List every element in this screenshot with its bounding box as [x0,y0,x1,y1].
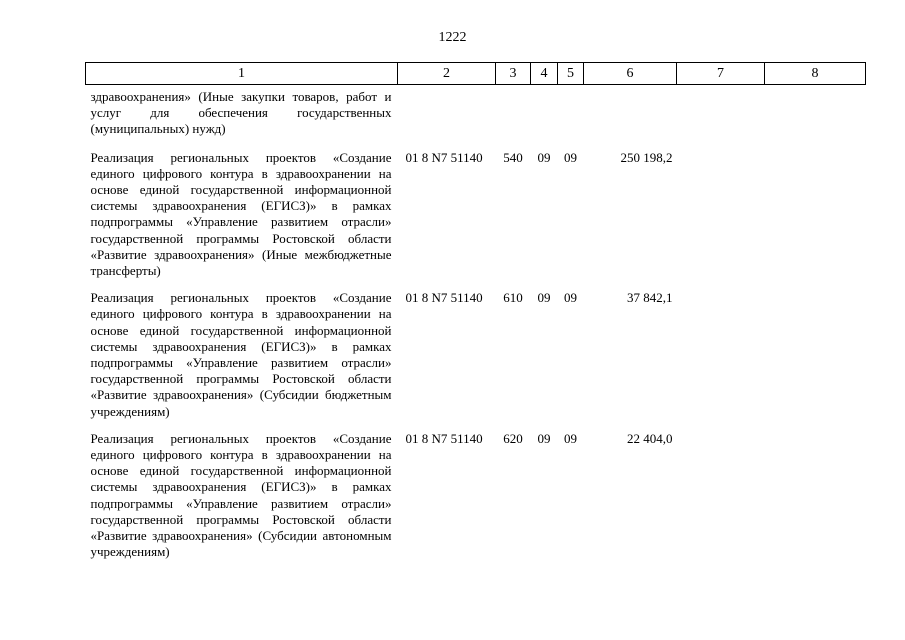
row-amount [584,85,677,150]
column-header-6: 6 [584,63,677,85]
table-row [86,150,866,291]
row-subsection: 09 [564,290,577,306]
page-number: 1222 [438,30,467,45]
row-col8 [765,290,866,431]
row-section [531,85,558,150]
row-expense-type [496,85,531,150]
table-row [86,290,866,431]
column-number-header-row [86,63,866,85]
row-col7 [677,431,765,572]
row-target-code [398,85,496,150]
row-col8 [765,150,866,291]
row-amount: 22 404,0 [627,430,673,446]
row-subsection: 09 [564,149,577,165]
row-target-code: 01 8 N7 51140 [405,149,483,165]
row-subsection [558,85,584,150]
row-target-code: 01 8 N7 51140 [405,430,483,446]
row-col8 [765,431,866,572]
table-row [86,431,866,572]
row-section: 09 [537,149,551,165]
row-name: Реализация региональных проектов «Создание единого цифрового контура в здравоохранении на основе единой государственной информационной системы здравоохранения (ЕГИСЗ)» в рамках подпрограммы «Управление развитием отрасли» государственной программы Ростовской области «Развитие здравоохранения» (Субсидии бюджетным учреждениям) [90,290,392,419]
row-col8 [765,85,866,150]
row-amount: 250 198,2 [620,149,673,165]
column-header-1: 1 [86,63,398,85]
row-section: 09 [537,290,551,306]
column-header-7: 7 [677,63,765,85]
table-row [86,85,866,150]
row-subsection: 09 [564,430,577,446]
row-section: 09 [537,430,551,446]
row-col7 [677,150,765,291]
row-expense-type: 540 [503,149,523,165]
row-name: Реализация региональных проектов «Создание единого цифрового контура в здравоохранении на основе единой государственной информационной системы здравоохранения (ЕГИСЗ)» в рамках подпрограммы «Управление развитием отрасли» государственной программы Ростовской области «Развитие здравоохранения» (Субсидии автономным учреждениям) [90,430,392,560]
row-col7 [677,85,765,150]
row-name: Реализация региональных проектов «Создание единого цифрового контура в здравоохранении на основе единой государственной информационной системы здравоохранения (ЕГИСЗ)» в рамках подпрограммы «Управление развитием отрасли» государственной программы Ростовской области «Развитие здравоохранения» (Иные межбюджетные трансферты) [90,149,392,279]
column-header-2: 2 [398,63,496,85]
column-header-5: 5 [558,63,584,85]
column-header-3: 3 [496,63,531,85]
row-amount: 37 842,1 [627,290,673,306]
row-expense-type: 620 [503,430,523,446]
row-col7 [677,290,765,431]
column-header-4: 4 [531,63,558,85]
row-expense-type: 610 [503,290,523,306]
budget-table [85,62,866,571]
column-header-8: 8 [765,63,866,85]
row-target-code: 01 8 N7 51140 [405,290,483,306]
row-name: здравоохранения» (Иные закупки товаров, работ и услуг для обеспечения государственных (муниципальных) нужд) [90,89,392,137]
